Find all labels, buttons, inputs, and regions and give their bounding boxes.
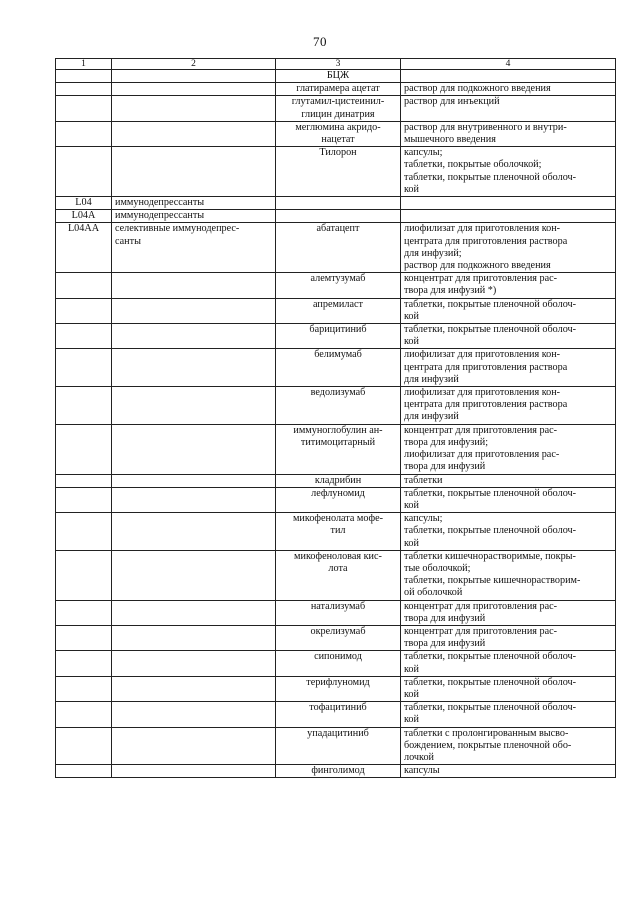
dosage-forms-cell	[401, 324, 616, 349]
table-row	[56, 702, 616, 727]
drug-name-text: алемтузумаб	[310, 273, 366, 285]
table-row	[56, 83, 616, 96]
drug-name-cell	[276, 765, 401, 778]
group-name-cell	[112, 550, 276, 600]
group-name-cell	[112, 70, 276, 83]
table-row	[56, 324, 616, 349]
table-row	[56, 600, 616, 625]
drug-name-text: иммуноглобулин ан- титимоцитарный	[293, 424, 383, 448]
atc-code-cell	[56, 273, 112, 298]
group-name-cell	[112, 298, 276, 323]
group-name-cell	[112, 324, 276, 349]
medication-table	[55, 58, 616, 778]
dosage-forms-cell	[401, 387, 616, 425]
group-name-cell	[112, 210, 276, 223]
table-row	[56, 487, 616, 512]
group-name-cell	[112, 600, 276, 625]
drug-name-text: апремиласт	[313, 298, 363, 310]
table-row	[56, 625, 616, 650]
atc-code-cell	[56, 70, 112, 83]
drug-name-cell	[276, 702, 401, 727]
dosage-forms-text: лиофилизат для приготовления кон- центрата для приготовления раствора для инфузий	[404, 387, 568, 423]
table-row	[56, 147, 616, 197]
atc-code-cell	[56, 349, 112, 387]
drug-name-cell	[276, 625, 401, 650]
group-name-cell	[112, 625, 276, 650]
drug-name-cell	[276, 147, 401, 197]
column-header-1: 1	[56, 59, 112, 70]
group-name-cell	[112, 387, 276, 425]
table-row	[56, 651, 616, 676]
dosage-forms-text: таблетки, покрытые пленочной оболоч- кой	[404, 702, 577, 726]
drug-name-cell	[276, 273, 401, 298]
dosage-forms-cell	[401, 273, 616, 298]
table-row	[56, 96, 616, 121]
drug-name-text: ведолизумаб	[310, 387, 366, 399]
page-number: 70	[313, 34, 327, 49]
column-header-4: 4	[401, 59, 616, 70]
group-name-text: иммунодепрессанты	[115, 197, 205, 209]
group-name-cell	[112, 83, 276, 96]
drug-name-text: терифлуномид	[306, 676, 370, 688]
table-row	[56, 223, 616, 273]
dosage-forms-cell	[401, 600, 616, 625]
atc-code-text: L04A	[71, 210, 96, 222]
drug-name-cell	[276, 210, 401, 223]
dosage-forms-text: таблетки с пролонгированным высво- бождением, покрытые пленочной обо- лочкой	[404, 727, 572, 763]
drug-name-cell	[276, 387, 401, 425]
dosage-forms-cell	[401, 424, 616, 474]
dosage-forms-cell	[401, 210, 616, 223]
dosage-forms-cell	[401, 147, 616, 197]
drug-name-cell	[276, 121, 401, 146]
drug-name-text: микофенолата мофе- тил	[292, 513, 383, 537]
atc-code-cell	[56, 474, 112, 487]
table-row	[56, 121, 616, 146]
dosage-forms-text: таблетки, покрытые пленочной оболоч- кой	[404, 487, 577, 511]
group-name-cell	[112, 197, 276, 210]
atc-code-cell	[56, 83, 112, 96]
dosage-forms-cell	[401, 550, 616, 600]
table-row	[56, 513, 616, 551]
group-name-cell	[112, 424, 276, 474]
drug-name-text: кладрибин	[314, 474, 362, 486]
drug-name-cell	[276, 651, 401, 676]
group-name-cell	[112, 474, 276, 487]
atc-code-cell	[56, 513, 112, 551]
drug-name-cell	[276, 727, 401, 765]
column-header-2: 2	[112, 59, 276, 70]
drug-name-cell	[276, 600, 401, 625]
dosage-forms-text: таблетки, покрытые пленочной оболоч- кой	[404, 651, 577, 675]
atc-code-text: L04AA	[67, 223, 100, 235]
atc-code-cell	[56, 121, 112, 146]
group-name-cell	[112, 96, 276, 121]
table-row	[56, 298, 616, 323]
group-name-cell	[112, 702, 276, 727]
atc-code-cell	[56, 676, 112, 701]
dosage-forms-cell	[401, 474, 616, 487]
group-name-text: селективные иммунодепрес- санты	[115, 223, 240, 247]
group-name-cell	[112, 147, 276, 197]
dosage-forms-text: таблетки, покрытые пленочной оболоч- кой	[404, 676, 577, 700]
group-name-cell	[112, 513, 276, 551]
table-row	[56, 727, 616, 765]
table-body	[56, 59, 616, 778]
dosage-forms-cell	[401, 727, 616, 765]
dosage-forms-text: лиофилизат для приготовления кон- центрата для приготовления раствора для инфузий	[404, 349, 568, 385]
dosage-forms-cell	[401, 349, 616, 387]
dosage-forms-text: раствор для инъекций	[404, 96, 500, 108]
dosage-forms-cell	[401, 70, 616, 83]
drug-name-text: Тилорон	[319, 147, 357, 159]
drug-name-cell	[276, 96, 401, 121]
drug-name-text: абатацепт	[316, 223, 360, 235]
drug-name-cell	[276, 474, 401, 487]
dosage-forms-cell	[401, 83, 616, 96]
dosage-forms-text: таблетки кишечнорастворимые, покры- тые оболочкой; таблетки, покрытые кишечнорастворим- ой оболочкой	[404, 550, 581, 599]
dosage-forms-cell	[401, 702, 616, 727]
atc-code-cell	[56, 223, 112, 273]
drug-name-cell	[276, 676, 401, 701]
drug-name-text: БЦЖ	[326, 70, 350, 81]
drug-name-cell	[276, 513, 401, 551]
drug-name-text: белимумаб	[314, 349, 362, 361]
table-row	[56, 210, 616, 223]
dosage-forms-text: капсулы	[404, 765, 440, 777]
dosage-forms-text: таблетки, покрытые пленочной оболоч- кой	[404, 298, 577, 322]
drug-name-cell	[276, 487, 401, 512]
atc-code-cell	[56, 387, 112, 425]
atc-code-cell	[56, 424, 112, 474]
atc-code-cell	[56, 210, 112, 223]
dosage-forms-text: раствор для подкожного введения	[404, 83, 551, 95]
drug-name-text: финголимод	[311, 765, 365, 777]
dosage-forms-cell	[401, 223, 616, 273]
group-name-cell	[112, 765, 276, 778]
header-row	[56, 59, 616, 70]
drug-name-cell	[276, 223, 401, 273]
drug-name-text: меглюмина акридо- нацетат	[295, 121, 381, 146]
dosage-forms-cell	[401, 487, 616, 512]
table-row	[56, 765, 616, 778]
dosage-forms-text: таблетки, покрытые пленочной оболоч- кой	[404, 324, 577, 348]
group-name-cell	[112, 676, 276, 701]
drug-name-cell	[276, 83, 401, 96]
dosage-forms-text: капсулы; таблетки, покрытые оболочкой; таблетки, покрытые пленочной оболоч- кой	[404, 147, 577, 195]
group-name-cell	[112, 651, 276, 676]
atc-code-cell	[56, 600, 112, 625]
drug-name-text: барицитиниб	[309, 324, 367, 336]
dosage-forms-text: лиофилизат для приготовления кон- центрата для приготовления раствора для инфузий; раствор для подкожного введения	[404, 223, 568, 272]
group-name-cell	[112, 223, 276, 273]
dosage-forms-text: концентрат для приготовления рас- твора для инфузий	[404, 600, 558, 624]
dosage-forms-text: концентрат для приготовления рас- твора для инфузий *)	[404, 273, 558, 297]
atc-code-cell	[56, 651, 112, 676]
group-name-text: иммунодепрессанты	[115, 210, 205, 222]
table-row	[56, 676, 616, 701]
dosage-forms-cell	[401, 121, 616, 146]
table-row	[56, 70, 616, 83]
dosage-forms-text: таблетки	[404, 474, 443, 486]
group-name-cell	[112, 349, 276, 387]
drug-name-cell	[276, 324, 401, 349]
atc-code-cell	[56, 298, 112, 323]
table-row	[56, 550, 616, 600]
group-name-cell	[112, 727, 276, 765]
atc-code-cell	[56, 765, 112, 778]
atc-code-cell	[56, 487, 112, 512]
drug-name-cell	[276, 70, 401, 83]
atc-code-cell	[56, 702, 112, 727]
drug-name-text: окрелизумаб	[310, 625, 366, 637]
atc-code-cell	[56, 96, 112, 121]
drug-name-text: упадацитиниб	[307, 727, 369, 739]
dosage-forms-cell	[401, 676, 616, 701]
drug-name-text: глутамил-цистеинил- глицин динатрия	[291, 96, 385, 120]
group-name-cell	[112, 121, 276, 146]
atc-code-cell	[56, 625, 112, 650]
dosage-forms-text: раствор для внутривенного и внутри- мышечного введения	[404, 121, 567, 146]
drug-name-text: глатирамера ацетат	[296, 83, 380, 95]
atc-code-cell	[56, 197, 112, 210]
atc-code-cell	[56, 324, 112, 349]
table-row	[56, 349, 616, 387]
drug-name-text: микофеноловая кис- лота	[294, 550, 382, 574]
drug-name-cell	[276, 550, 401, 600]
dosage-forms-text: концентрат для приготовления рас- твора для инфузий; лиофилизат для приготовления рас- твора для инфузий	[404, 424, 560, 473]
drug-name-text: натализумаб	[310, 600, 366, 612]
drug-name-text: лефлуномид	[311, 487, 365, 499]
atc-code-cell	[56, 727, 112, 765]
group-name-cell	[112, 487, 276, 512]
dosage-forms-cell	[401, 651, 616, 676]
table-row	[56, 197, 616, 210]
dosage-forms-cell	[401, 513, 616, 551]
dosage-forms-cell	[401, 625, 616, 650]
column-header-3: 3	[276, 59, 401, 70]
drug-name-cell	[276, 197, 401, 210]
atc-code-cell	[56, 550, 112, 600]
drug-name-cell	[276, 424, 401, 474]
drug-name-cell	[276, 298, 401, 323]
table-row	[56, 474, 616, 487]
table-row	[56, 387, 616, 425]
dosage-forms-cell	[401, 765, 616, 778]
table-row	[56, 424, 616, 474]
table-row	[56, 273, 616, 298]
dosage-forms-cell	[401, 197, 616, 210]
dosage-forms-cell	[401, 96, 616, 121]
dosage-forms-text: концентрат для приготовления рас- твора для инфузий	[404, 625, 558, 650]
drug-name-cell	[276, 349, 401, 387]
drug-name-text: сипонимод	[314, 651, 362, 663]
drug-name-text: тофацитиниб	[309, 702, 367, 714]
atc-code-text: L04	[75, 197, 92, 209]
dosage-forms-text: капсулы; таблетки, покрытые пленочной оболоч- кой	[404, 513, 577, 549]
dosage-forms-cell	[401, 298, 616, 323]
atc-code-cell	[56, 147, 112, 197]
group-name-cell	[112, 273, 276, 298]
